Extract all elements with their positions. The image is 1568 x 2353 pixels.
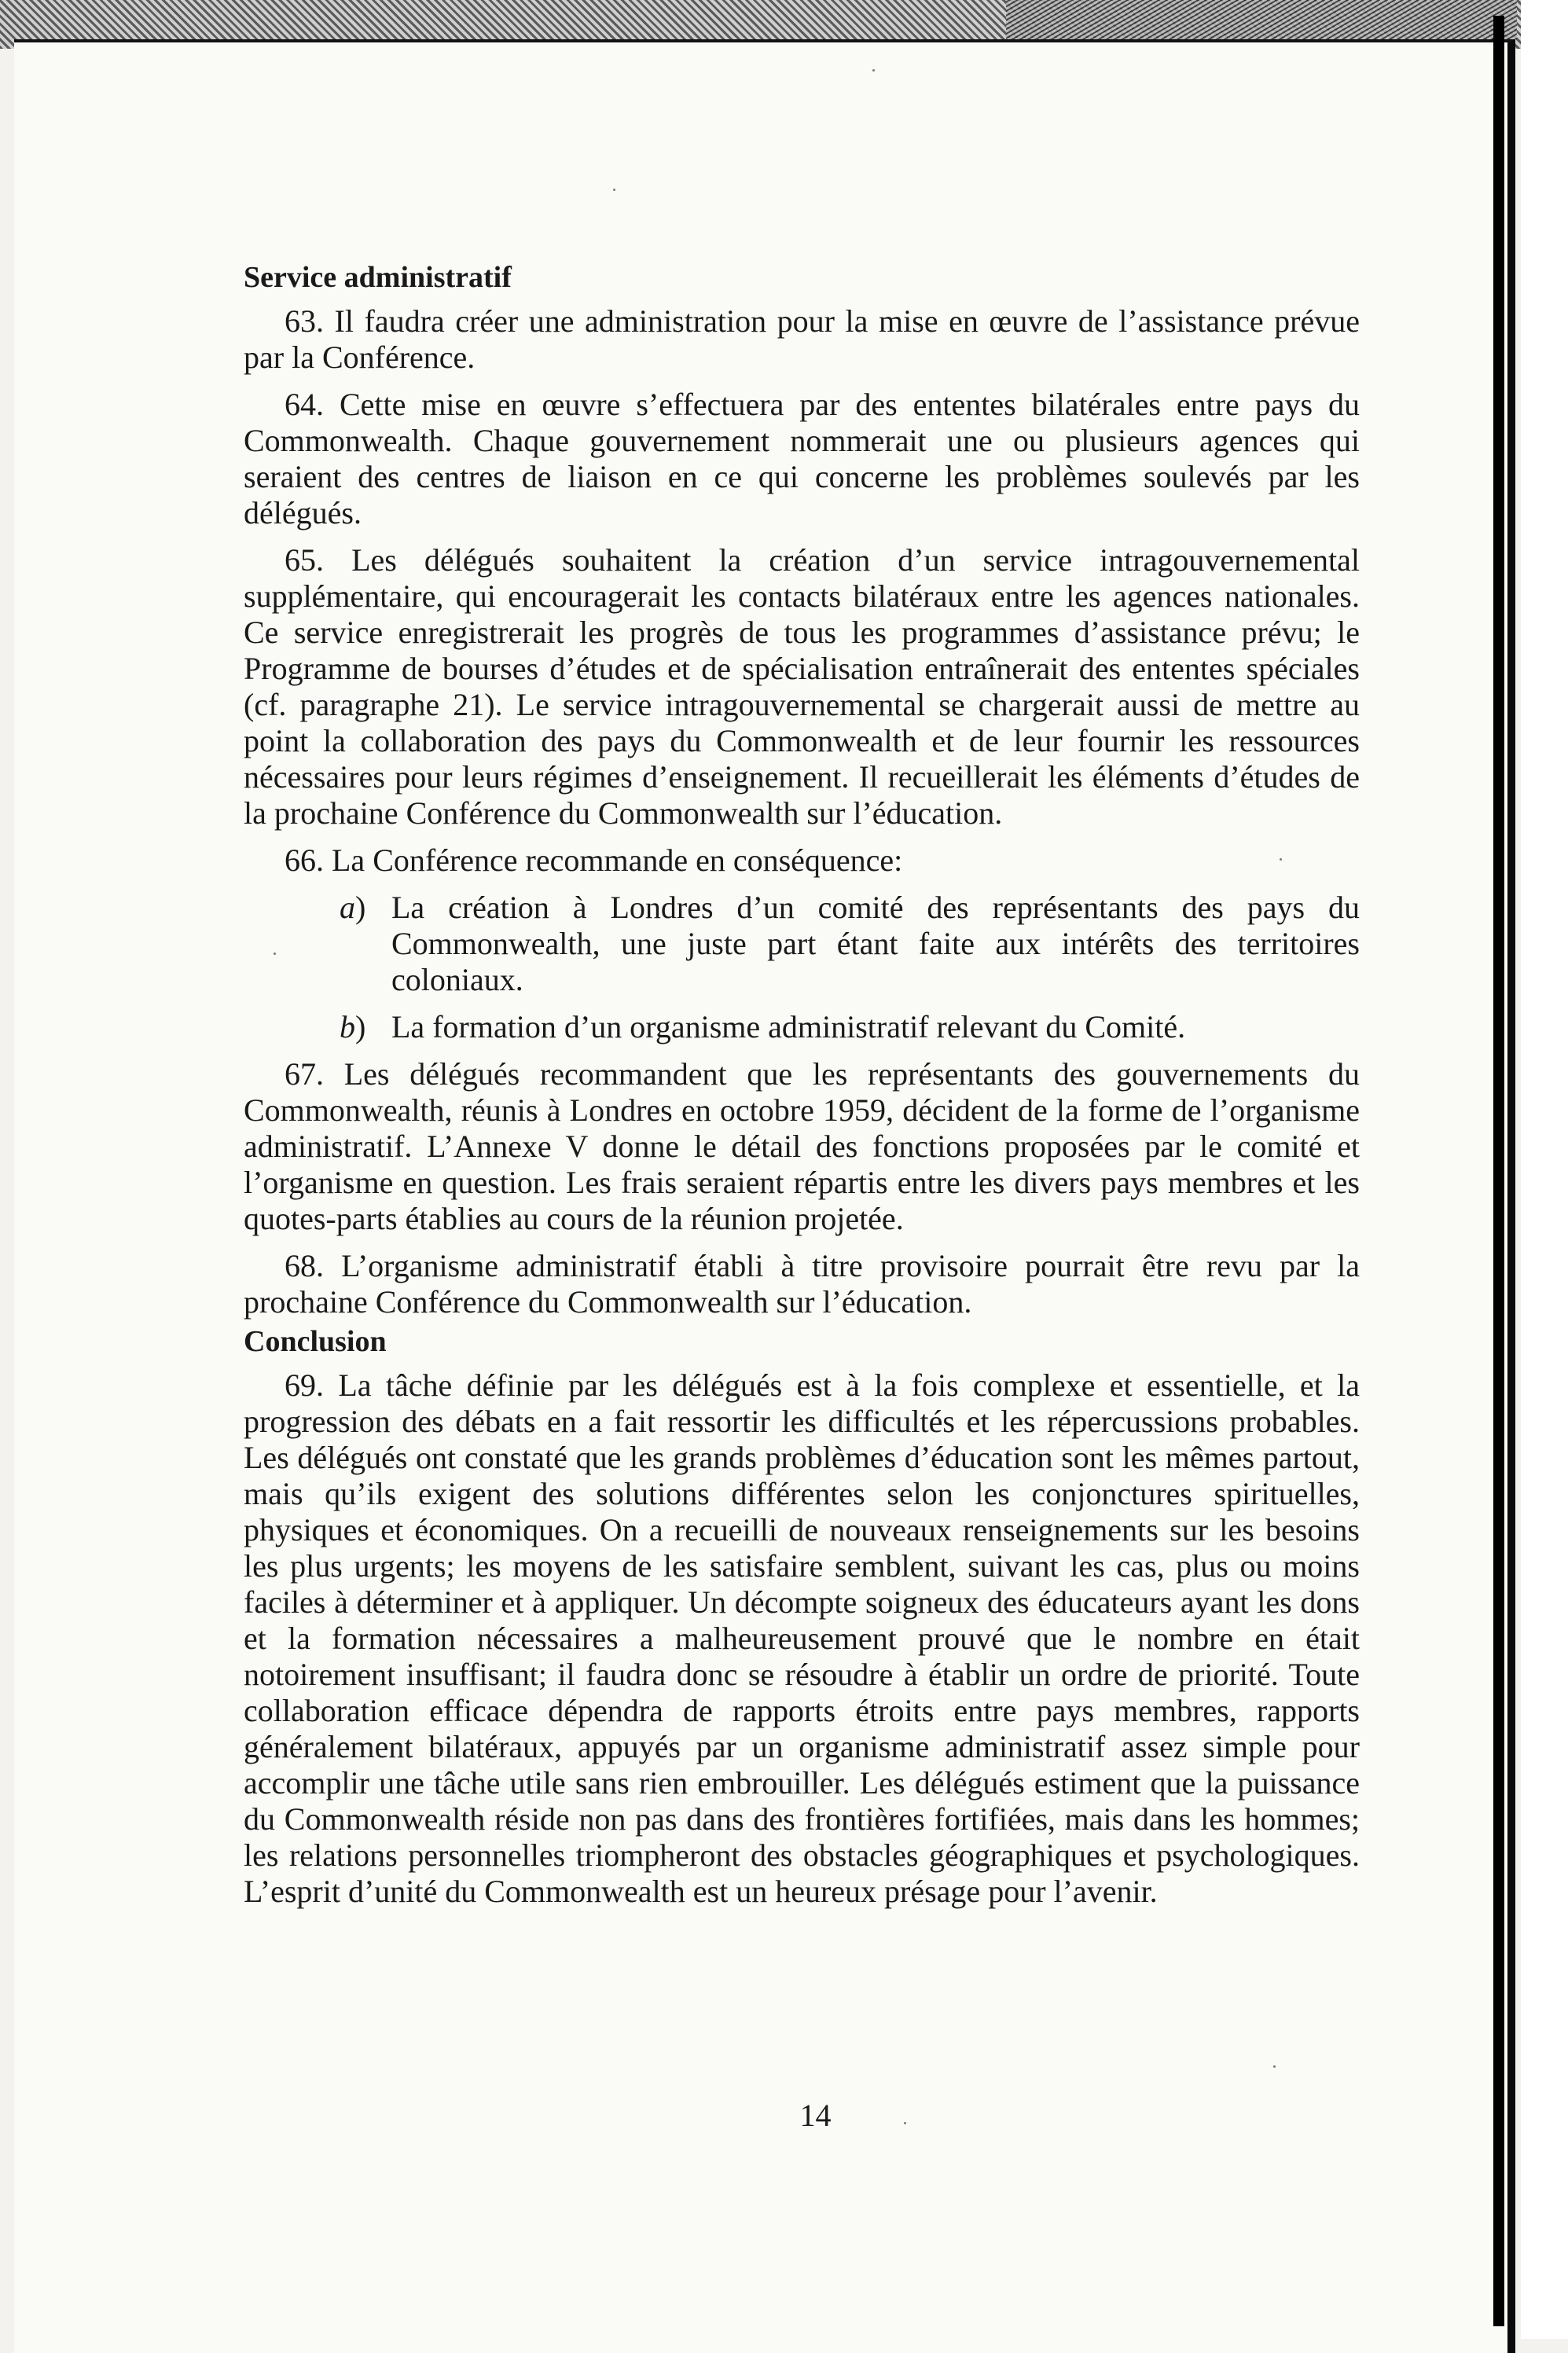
list-marker-a: a) [340, 890, 366, 925]
scan-speck [1273, 2065, 1276, 2068]
list-marker-b: b) [340, 1009, 366, 1044]
section-heading-conclusion: Conclusion [244, 1325, 387, 1358]
document-body [244, 259, 1360, 1921]
book-spine-edge [1493, 16, 1504, 2326]
paragraph-69: 69. La tâche définie par les délégués est à la fois complexe et essentielle, et la progression des débats en a fait ressortir les difficultés et les répercussions probables. Les délégués ont constaté que les grands problèmes d’éducation sont les mêmes partout, mais qu’ils exigent des solutions différentes selon les conjonctures spirituelles, physiques et économiques. On a recueilli de nouveaux renseignements sur les besoins les plus urgents; les moyens de les satisfaire semblent, suivant les cas, plus ou moins faciles à déterminer et à appliquer. Un décompte soigneux des éducateurs ayant les dons et la formation nécessaires a malheureusement prouvé que le nombre en était notoirement insuffisant; il faudra donc se résoudre à établir un ordre de priorité. Toute collaboration efficace dépendra de rapports étroits entre pays membres, rapports généralement bilatéraux, appuyés par un organisme administratif assez simple pour accomplir une tâche utile sans rien embrouiller. Les délégués estiment que la puissance du Commonwealth réside non pas dans des frontières fortifiées, mais dans les hommes; les relations personnelles triompheront des obstacles géographiques et psychologiques. L’esprit d’unité du Commonwealth est un heureux présage pour l’avenir. [244, 1367, 1360, 1909]
list-item-b [244, 1009, 1360, 1045]
section-heading-service-administratif: Service administratif [244, 261, 512, 294]
scan-top-shadow [1006, 0, 1517, 39]
paragraph-66: 66. La Conférence recommande en conséquence: [285, 842, 903, 878]
paragraph-67: 67. Les délégués recommandent que les représentants des gouvernements du Commonwealth, réunis à Londres en octobre 1959, décident de la forme de l’organisme administratif. L’Annexe V donne le détail des fonctions proposées par le comité et l’organisme en question. Les frais seraient répartis entre les divers pays membres et les quotes-parts établies au cours de la réunion projetée. [244, 1056, 1360, 1236]
paragraph-64: 64. Cette mise en œuvre s’effectuera par des ententes bilatérales entre pays du Commonwealth. Chaque gouvernement nommerait une ou plusieurs agences qui seraient des centres de liaison en ce qui concerne les problèmes soulevés par les délégués. [244, 387, 1360, 530]
paragraph-68: 68. L’organisme administratif établi à titre provisoire pourrait être revu par la prochaine Conférence du Commonwealth sur l’éducation. [244, 1248, 1360, 1320]
paragraph-65: 65. Les délégués souhaitent la création d’un service intragouvernemental supplémentaire, qui encouragerait les contacts bilatéraux entre les agences nationales. Ce service enregistrerait les progrès de tous les programmes d’assistance prévu; le Programme de bourses d’études et de spécialisation entraînerait des ententes spéciales (cf. paragraphe 21). Le service intragouvernemental se chargerait aussi de mettre au point la collaboration des pays du Commonwealth et de leur fournir les ressources nécessaires pour leurs régimes d’enseignement. Il recueillerait les éléments d’études de la prochaine Conférence du Commonwealth sur l’éducation. [244, 542, 1360, 831]
list-item-a [244, 890, 1360, 998]
page-margin-right [1521, 0, 1568, 2339]
paragraph-63: 63. Il faudra créer une administration pour la mise en œuvre de l’assistance prévue par la Conférence. [244, 303, 1360, 375]
scan-speck [613, 189, 615, 191]
list-text-b: La formation d’un organisme administratif relevant du Comité. [391, 1009, 1186, 1044]
list-text-a: La création à Londres d’un comité des représentants des pays du Commonwealth, une juste part étant faite aux intérêts des territoires coloniaux. [391, 890, 1360, 997]
page-number: 14 [799, 2098, 832, 2133]
scan-speck [872, 69, 875, 72]
